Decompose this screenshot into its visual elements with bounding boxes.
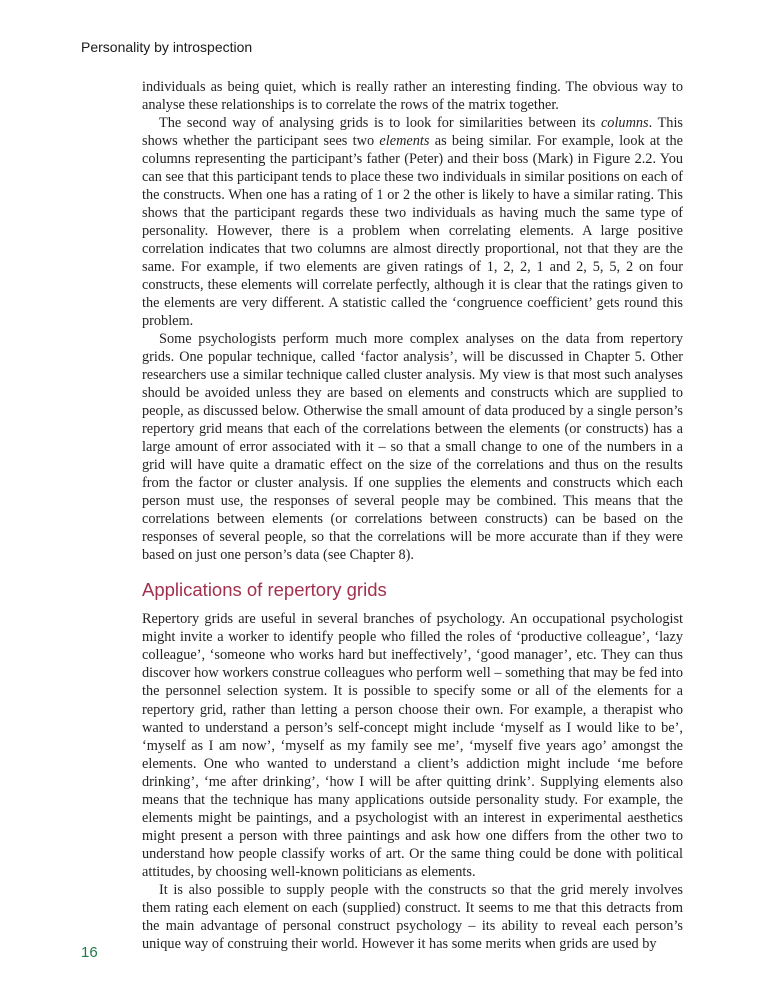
- running-head: Personality by introspection: [81, 39, 253, 55]
- emphasis-elements: elements: [379, 133, 430, 150]
- paragraph-4: Repertory grids are useful in several branches of psychology. An occupational psychologist might invite a worker to identify people who filled the roles of ‘productive colleague’, ‘lazy colleague’, ‘someone who works hard but ineffectively’, ‘good manager’, etc. They can thus discover how workers construe colleagues who perform well – something that may be fed into the personnel selection system. It is possible to specify some or all of the elements for a repertory grid, rather than letting a person choose their own. For example, a therapist who wanted to understand a person’s self-concept might include ‘myself as I would like to be’, ‘myself as I am now’, ‘myself as my family see me’, ‘myself five years ago’ amongst the elements. One who wanted to understand a client’s addiction might include ‘me before drinking’, ‘me after drinking’, ‘how I will be after quitting drink’. Supplying elements also means that the technique has many applications outside personality study. For example, the elements might be paintings, and a psychologist with an interest in experimental aesthetics might present a person with three paintings and ask how one differs from the other two to understand how people classify works of art. Or the same thing could be done with political attitudes, by choosing well-known politicians as elements.: [142, 611, 683, 880]
- emphasis-columns: columns: [600, 115, 649, 132]
- page-body: [142, 78, 683, 953]
- paragraph-2-part-a: The second way of analysing grids is to look for similarities between its: [159, 115, 601, 132]
- section-heading: Applications of repertory grids: [142, 579, 387, 601]
- paragraph-2: [142, 114, 683, 330]
- paragraph-5: It is also possible to supply people with the constructs so that the grid merely involves them rating each element on each (supplied) construct. It seems to me that this detracts from the main advantage of personal construct psychology – its ability to reveal each person’s unique way of construing their world. However it has some merits when grids are used by: [142, 881, 683, 952]
- page-number: 16: [81, 944, 98, 961]
- paragraph-1: individuals as being quiet, which is really rather an interesting finding. The obvious way to analyse these relationships is to correlate the rows of the matrix together.: [142, 79, 683, 114]
- paragraph-2-part-c: as being similar. For example, look at the columns representing the participant’s father (Peter) and their boss (Mark) in Figure 2.2. You can see that this participant tends to place these two individuals in similar positions on each of the constructs. When one has a rating of 1 or 2 the other is likely to have a similar rating. This shows that the participant regards these two individuals as having much the same type of personality. However, there is a problem when correlating elements. A large positive correlation indicates that two columns are almost directly proportional, not that they are the same. For example, if two elements are given ratings of 1, 2, 2, 1 and 2, 5, 5, 2 on four constructs, these elements will correlate perfectly, although it is clear that the ratings given to the elements are very different. A statistic called the ‘congruence coefficient’ gets round this problem.: [142, 133, 683, 330]
- paragraph-3: Some psychologists perform much more complex analyses on the data from repertory grids. One popular technique, called ‘factor analysis’, will be discussed in Chapter 5. Other researchers use a similar technique called cluster analysis. My view is that most such analyses should be avoided unless they are based on elements and constructs which are supplied to people, as discussed below. Otherwise the small amount of data produced by a single person’s repertory grid means that each of the correlations between the elements (or constructs) has a large amount of error associated with it – so that a small change to one of the numbers in a grid will have quite a dramatic effect on the size of the correlations and thus on the results from the factor or cluster analysis. If one supplies the elements and constructs which each person must use, the responses of several people may be combined. This means that the correlations between elements (or correlations between constructs) can be based on the responses of several people, so that the correlations will be more accurate than if they were based on just one person’s data (see Chapter 8).: [142, 331, 683, 564]
- paragraph-2-part-b: . This shows whether the participant sees two: [142, 115, 683, 150]
